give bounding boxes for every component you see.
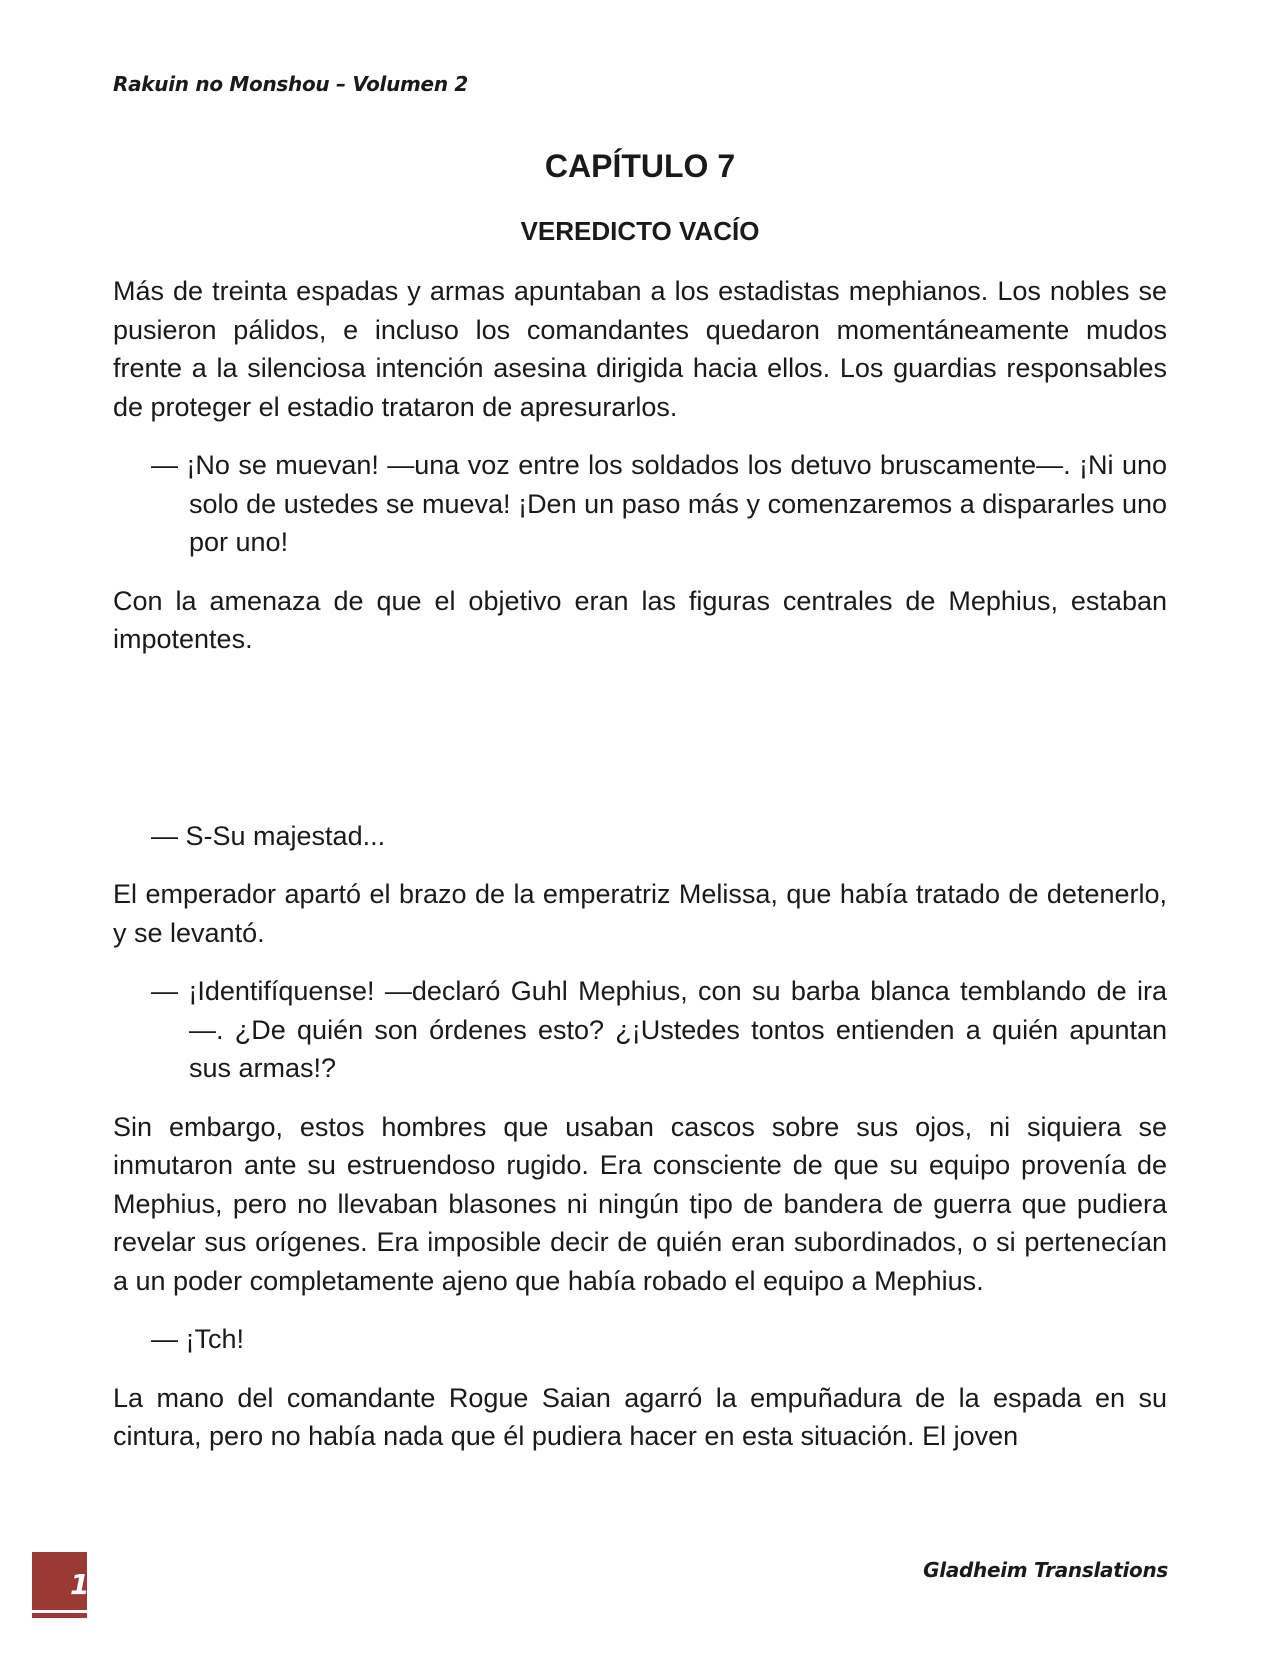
dialogue-line: — S-Su majestad... [151,820,386,851]
page-number: 1 [70,1568,90,1601]
running-header: Rakuin no Monshou – Volumen 2 [113,72,469,96]
dialogue-line: — ¡Identifíquense! —declaró Guhl Mephius, con su barba blanca temblando de ira—. ¿De quién son órdenes esto? ¿¡Ustedes tontos entienden a quién apuntan sus armas!? [151,976,1167,1083]
dialogue-line: — ¡No se muevan! —una voz entre los soldados los detuvo bruscamente—. ¡Ni uno solo de ustedes se mueva! ¡Den un paso más y comenzaremos a dispararles uno por uno! [151,450,1167,557]
footer-credit: Gladheim Translations [923,1558,1168,1582]
dialogue-line: — ¡Tch! [151,1324,245,1354]
page-number-underline [32,1610,87,1613]
body-text [113,272,1167,1476]
chapter-title: CAPÍTULO 7 [544,148,736,184]
paragraph: Sin embargo, estos hombres que usaban cascos sobre sus ojos, ni siquiera se inmutaron ante su estruendoso rugido. Era consciente de que su equipo provenía de Mephius, pero no llevaban blasones ni ningún tipo de bandera de guerra que pudiera revelar sus orígenes. Era imposible decir de quién eran subordinados, o si pertenecían a un poder completamente ajeno que había robado el equipo a Mephius. [113,1111,1167,1296]
chapter-subtitle: VEREDICTO VACÍO [520,216,760,246]
paragraph: Más de treinta espadas y armas apuntaban a los estadistas mephianos. Los nobles se pusieron pálidos, e incluso los comandantes quedaron momentáneamente mudos frente a la silenciosa intención asesina dirigida hacia ellos. Los guardias responsables de proteger el estadio trataron de apresurarlos. [113,276,1167,422]
paragraph: El emperador apartó el brazo de la emperatriz Melissa, que había tratado de detenerlo, y se levantó. [113,879,1167,948]
blank-space [113,679,1167,817]
paragraph: Con la amenaza de que el objetivo eran las figuras centrales de Mephius, estaban impotentes. [113,585,1167,654]
paragraph: La mano del comandante Rogue Saian agarró la empuñadura de la espada en su cintura, pero no había nada que él pudiera hacer en esta situación. El joven [113,1382,1167,1451]
